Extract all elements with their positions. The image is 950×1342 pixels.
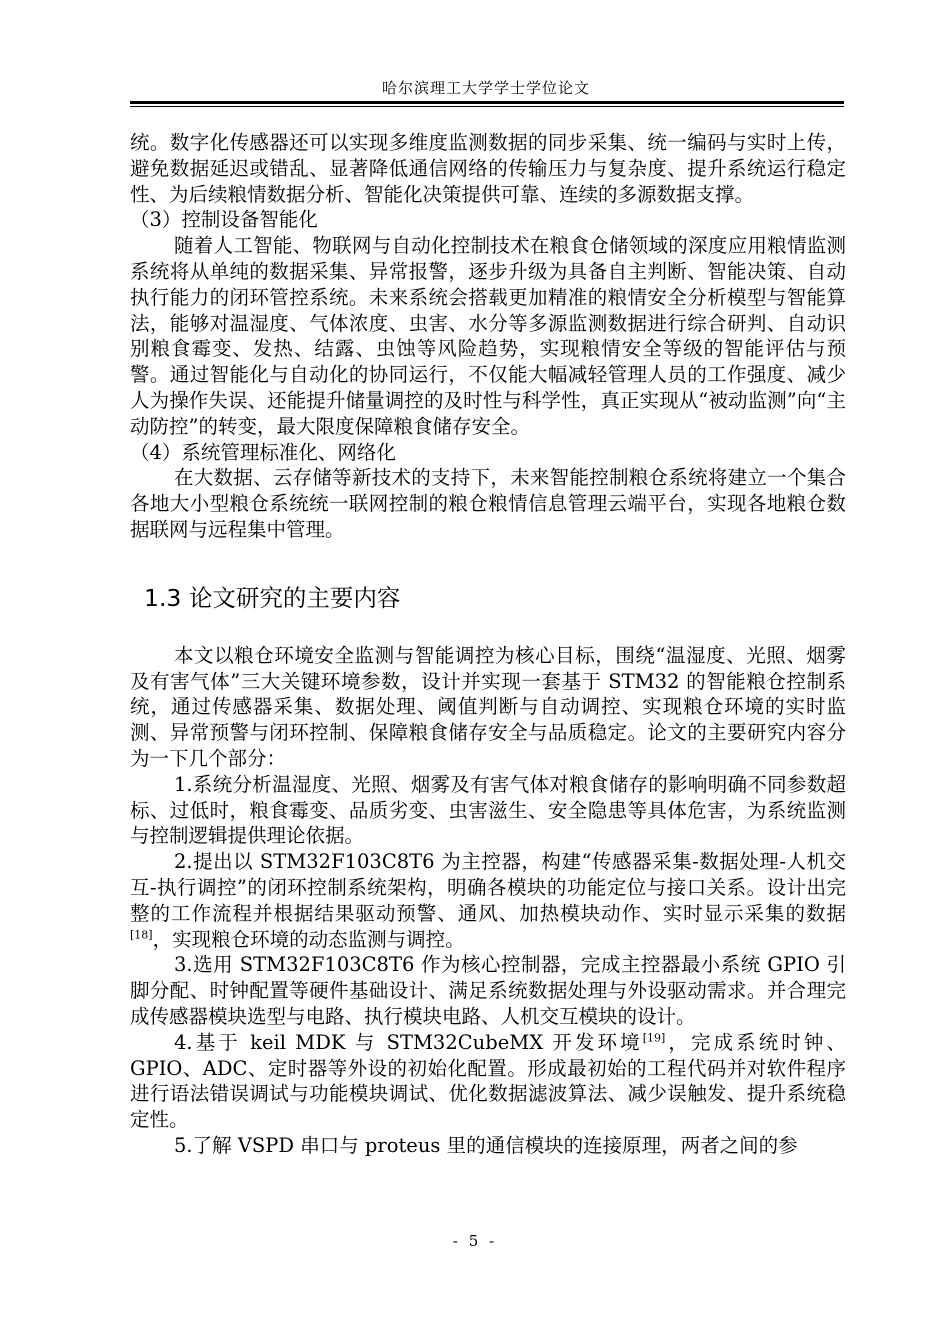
paragraph-continuation: 统。数字化传感器还可以实现多维度监测数据的同步采集、统一编码与实时上传，避免数据延迟或错乱、显著降低通信网络的传输压力与复杂度、提升系统运行稳定性、为后续粮情数据分析、智能化决策提供可靠、连续的多源数据支撑。 [130,131,846,206]
paragraph-research-intro: 本文以粮仓环境安全监测与智能调控为核心目标，围绕“温湿度、光照、烟雾及有害气体”三大关键环境参数，设计并实现一套基于 STM32 的智能粮仓控制系统，通过传感器采集、数据处理、阈值判断与自动调控、实现粮仓环境的实时监测、异常预警与闭环控制、保障粮食储存安全与品质稳定。论文的主要研究内容分为一下几个部分： [130,643,846,770]
citation-18[interactable]: [18] [130,928,153,942]
list-item-3: 3.选用 STM32F103C8T6 作为核心控制器，完成主控器最小系统 GPIO 引脚分配、时钟配置等硬件基础设计、满足系统数据处理与外设驱动需求。并合理完成传感器模块选型与电路、执行模块电路、人机交互模块的设计。 [130,953,846,1028]
list-item-2 [130,849,846,952]
list-item-2-text-a: 2.提出以 STM32F103C8T6 为主控器，构建“传感器采集-数据处理-人机交互-执行调控”的闭环控制系统架构，明确各模块的功能定位与接口关系。设计出完整的工作流程并根据结果驱动预警、通风、加热模块动作、实时显示采集的数据 [130,850,846,925]
header-rule-thin [130,106,844,107]
subheading-3: （3）控制设备智能化 [130,208,318,232]
running-header: 哈尔滨理工大学学士学位论文 [381,79,590,97]
list-item-2-text-b: ，实现粮仓环境的动态监测与调控。 [152,927,465,951]
page-number: - 5 - [452,1232,498,1250]
body-text [130,130,846,1159]
list-item-4 [130,1030,846,1133]
list-item-4-text-b: ，完成系统时钟、GPIO、ADC、定时器等外设的初始化配置。形成最初始的工程代码并对软件程序进行语法错误调试与功能模块调试、优化数据滤波算法、减少误触发、提升系统稳定性。 [130,1030,846,1132]
paragraph-intelligent-control: 随着人工智能、物联网与自动化控制技术在粮食仓储领域的深度应用粮情监测系统将从单纯的数据采集、异常报警，逐步升级为具备自主判断、智能决策、自动执行能力的闭环管控系统。未来系统会搭载更加精准的粮情安全分析模型与智能算法，能够对温湿度、气体浓度、虫害、水分等多源监测数据进行综合研判、自动识别粮食霉变、发热、结露、虫蚀等风险趋势，实现粮情安全等级的智能评估与预警。通过智能化与自动化的协同运行，不仅能大幅减轻管理人员的工作强度、减少人为操作失误、还能提升储量调控的及时性与科学性，真正实现从“被动监测”向“主动防控”的转变，最大限度保障粮食储存安全。 [130,234,846,438]
header-rule-thick [130,101,844,104]
paragraph-networked-management: 在大数据、云存储等新技术的支持下，未来智能控制粮仓系统将建立一个集合各地大小型粮仓系统统一联网控制的粮仓粮情信息管理云端平台，实现各地粮仓数据联网与远程集中管理。 [130,466,846,541]
subheading-4: （4）系统管理标准化、网络化 [130,440,396,464]
list-item-5: 5.了解 VSPD 串口与 proteus 里的通信模块的连接原理，两者之间的参 [174,1133,798,1157]
citation-19[interactable]: [19] [642,1031,666,1045]
list-item-4-text-a: 4.基于 keil MDK 与 STM32CubeMX 开发环境 [174,1030,643,1054]
section-title: 1.3 论文研究的主要内容 [144,583,401,612]
list-item-1: 1.系统分析温湿度、光照、烟雾及有害气体对粮食储存的影响明确不同参数超标、过低时，粮食霉变、品质劣变、虫害滋生、安全隐患等具体危害，为系统监测与控制逻辑提供理论依据。 [130,772,846,848]
